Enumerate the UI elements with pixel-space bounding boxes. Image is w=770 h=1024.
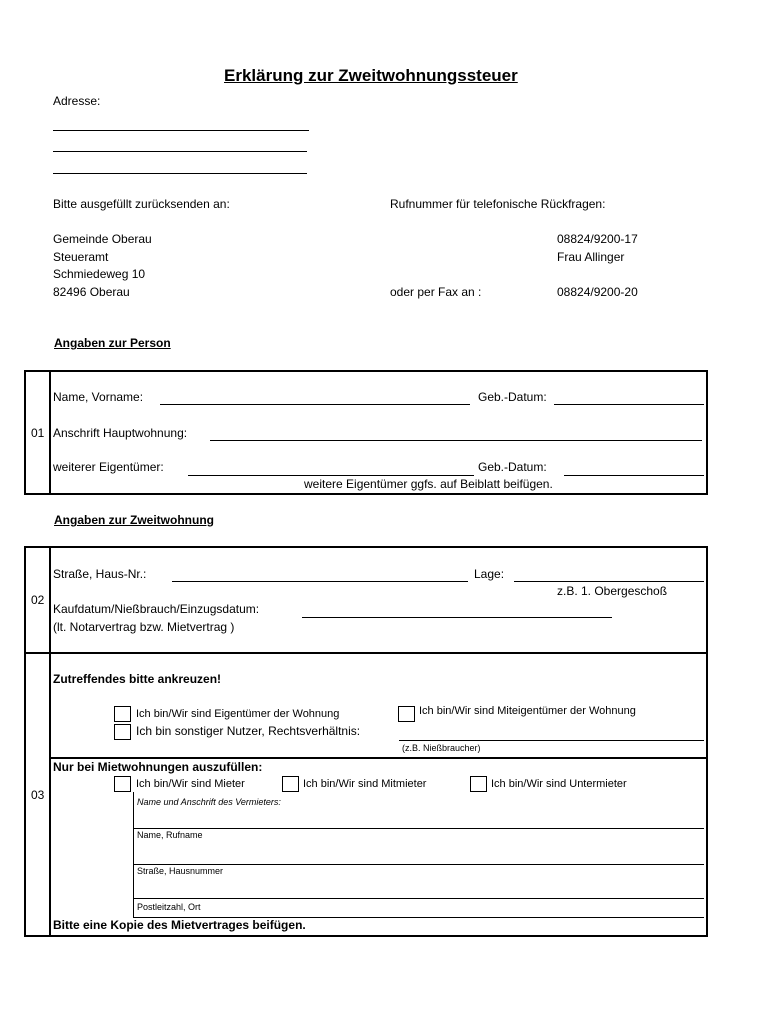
owner-field[interactable] [188, 475, 474, 476]
phone-label: Rufnummer für telefonische Rückfragen: [390, 197, 606, 211]
coowner-checkbox[interactable] [398, 706, 415, 722]
street-label: Straße, Haus-Nr.: [53, 567, 147, 581]
section-second-heading: Angaben zur Zweitwohnung [54, 513, 214, 527]
contact-person: Frau Allinger [557, 250, 625, 264]
purchase-sub: (lt. Notarvertrag bzw. Mietvertrag ) [53, 620, 235, 634]
phone-number: 08824/9200-17 [557, 232, 638, 246]
other-user-checkbox[interactable] [114, 724, 131, 740]
cotenant-checkbox[interactable] [282, 776, 299, 792]
second-home-divider [49, 546, 51, 937]
legal-relation-field[interactable] [399, 740, 704, 741]
subtenant-label: Ich bin/Wir sind Untermieter [491, 778, 627, 790]
section-number-01: 01 [31, 426, 45, 440]
owner-checkbox[interactable] [114, 706, 131, 722]
address-line-3[interactable] [53, 173, 307, 174]
section-separator-02-03 [24, 652, 708, 654]
name-field[interactable] [160, 404, 470, 405]
landlord-label: Name und Anschrift des Vermieters: [137, 797, 281, 807]
street-field[interactable] [172, 581, 468, 582]
address-line-2[interactable] [53, 151, 307, 152]
owner-option-label: Ich bin/Wir sind Eigentümer der Wohnung [136, 708, 340, 720]
recipient-line-4: 82496 Oberau [53, 285, 130, 299]
landlord-street-field: Straße, Hausnummer [137, 866, 224, 876]
landlord-city-field: Postleitzahl, Ort [137, 902, 201, 912]
landlord-bracket [133, 792, 134, 918]
tenant-checkbox[interactable] [114, 776, 131, 792]
recipient-line-3: Schmiedeweg 10 [53, 267, 146, 281]
purchase-field[interactable] [302, 617, 612, 618]
birth-label: Geb.-Datum: [478, 390, 547, 404]
address-label: Adresse: [53, 94, 101, 108]
location-label: Lage: [474, 567, 505, 581]
landlord-name-field: Name, Rufname [137, 830, 203, 840]
fax-number: 08824/9200-20 [557, 285, 638, 299]
return-label: Bitte ausgefüllt zurücksenden an: [53, 197, 230, 211]
name-label: Name, Vorname: [53, 390, 144, 404]
cotenant-label: Ich bin/Wir sind Mitmieter [303, 778, 427, 790]
location-hint: z.B. 1. Obergeschoß [557, 584, 668, 598]
copy-note: Bitte eine Kopie des Mietvertrages beifügen. [53, 918, 306, 932]
recipient-line-1: Gemeinde Oberau [53, 232, 152, 246]
owner-birth-field[interactable] [564, 475, 704, 476]
coowner-option-label: Ich bin/Wir sind Miteigentümer der Wohnung [419, 705, 636, 717]
main-address-label: Anschrift Hauptwohnung: [53, 426, 188, 440]
landlord-line-1[interactable] [133, 828, 704, 829]
fax-label: oder per Fax an : [390, 285, 482, 299]
other-user-label: Ich bin sonstiger Nutzer, Rechtsverhältnis: [136, 724, 361, 738]
section-person-heading: Angaben zur Person [54, 336, 171, 350]
landlord-line-3[interactable] [133, 898, 704, 899]
other-user-hint: (z.B. Nießbraucher) [402, 743, 481, 753]
subtenant-checkbox[interactable] [470, 776, 487, 792]
owner-birth-label: Geb.-Datum: [478, 460, 547, 474]
section-number-02: 02 [31, 593, 45, 607]
tenant-label: Ich bin/Wir sind Mieter [136, 778, 245, 790]
instruction: Zutreffendes bitte ankreuzen! [53, 672, 222, 686]
owner-note: weitere Eigentümer ggfs. auf Beiblatt beifügen. [304, 477, 553, 491]
purchase-label: Kaufdatum/Nießbrauch/Einzugsdatum: [53, 602, 260, 616]
person-box-divider [49, 370, 51, 495]
landlord-line-2[interactable] [133, 864, 704, 865]
recipient-line-2: Steueramt [53, 250, 109, 264]
section-number-03: 03 [31, 788, 45, 802]
address-line-1[interactable] [53, 130, 309, 131]
rental-heading: Nur bei Mietwohnungen auszufüllen: [53, 760, 263, 774]
main-address-field[interactable] [210, 440, 702, 441]
rental-separator [49, 757, 708, 759]
page-title: Erklärung zur Zweitwohnungssteuer [224, 66, 518, 85]
birth-field[interactable] [554, 404, 704, 405]
owner-label: weiterer Eigentümer: [53, 460, 164, 474]
location-field[interactable] [514, 581, 704, 582]
